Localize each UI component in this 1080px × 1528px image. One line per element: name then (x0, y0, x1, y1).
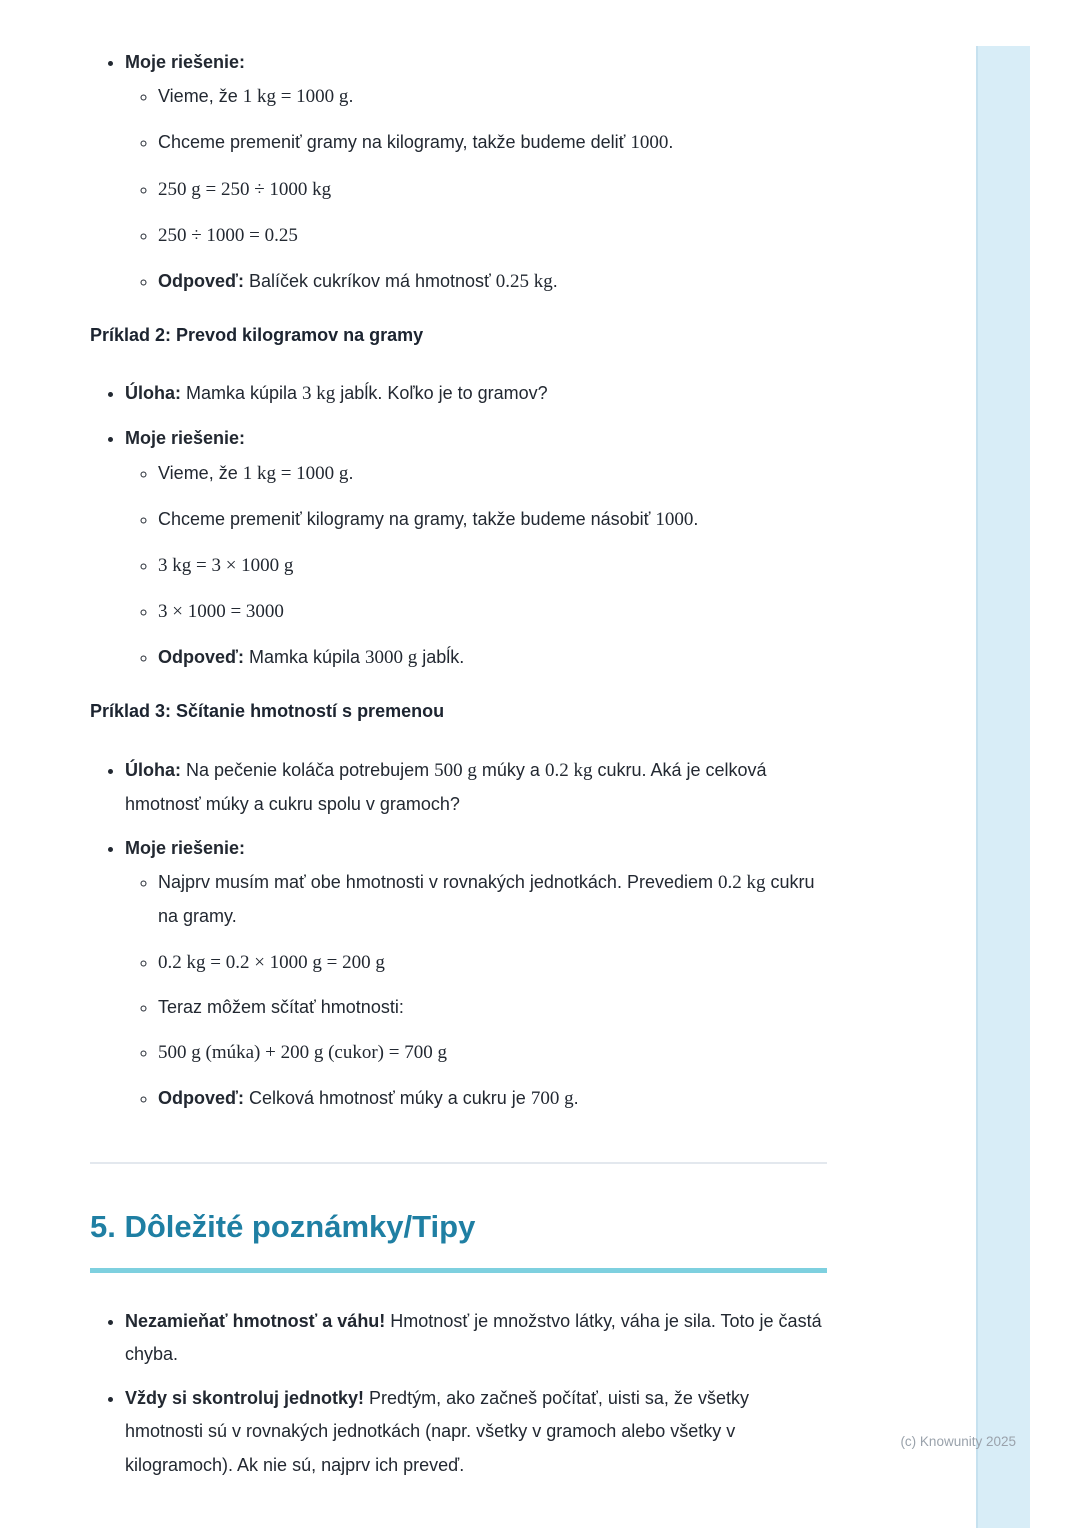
content-area (90, 46, 827, 1493)
list-item (125, 1305, 827, 1372)
sub-list (125, 79, 827, 299)
math-segment: 250 ÷ 1000 = 0.25 (158, 224, 298, 246)
example-3-heading: Príklad 3: Sčítanie hmotností s premenou (90, 701, 445, 722)
list-item (158, 1081, 827, 1116)
example-2-heading: Príklad 2: Prevod kilogramov na gramy (90, 325, 424, 345)
math-segment: 0.2 kg (718, 872, 766, 894)
tips-list (90, 1305, 827, 1482)
math-segment: 3 kg = 3 × 1000 g (158, 554, 294, 576)
text-segment: . (348, 462, 354, 483)
math-segment: 1 kg = 1000 g (242, 86, 349, 108)
text-segment: cukru. Aká je celková hmotnosť múky a cukru spolu v gramoch? (125, 759, 767, 814)
text-segment: Celková hmotnosť múky a cukru je (243, 1088, 531, 1109)
math-segment: 1000 (655, 508, 694, 530)
text-segment: Mamka kúpila (243, 647, 365, 668)
text-segment: . (348, 86, 354, 107)
right-accent-strip (976, 46, 1030, 1528)
bold-label: Moje riešenie: (125, 52, 246, 72)
section-5-title: 5. Dôležité poznámky/Tipy (90, 1209, 476, 1245)
text-segment: . (552, 270, 558, 291)
math-segment: 0.2 kg (544, 759, 593, 781)
text-segment: Predtým, ako začneš počítať, uisti sa, že všetky hmotnosti sú v rovnakých jednotkách (napr. všetky v gramoch alebo všetky v kilogramoch). Ak nie sú, najprv ich preveď. (125, 1388, 749, 1475)
list-item (158, 991, 827, 1024)
list-item (158, 945, 827, 980)
bold-label: Moje riešenie: (125, 428, 246, 449)
list-item (158, 865, 827, 933)
text-segment: Chceme premeniť gramy na kilogramy, takže budeme deliť (158, 132, 631, 153)
math-segment: 3 kg (302, 383, 336, 405)
text-segment: . (693, 508, 699, 529)
bold-label: Vždy si skontroluj jednotky! (125, 1388, 365, 1409)
list-item (125, 422, 827, 675)
bold-label: Úloha: (125, 759, 181, 780)
list-item (158, 125, 827, 160)
list-item (158, 456, 827, 491)
math-segment: 1000 (630, 132, 669, 154)
bold-label: Odpoveď: (158, 270, 244, 291)
list-item (158, 1035, 827, 1070)
bold-label: Odpoveď: (158, 1088, 244, 1109)
text-segment: Vieme, že (158, 462, 243, 483)
text-segment: Balíček cukríkov má hmotnosť (243, 270, 496, 291)
text-segment: . (668, 132, 674, 153)
text-segment: múky a (476, 759, 545, 780)
list-item (158, 79, 827, 114)
section-divider (90, 1162, 827, 1164)
list-item (125, 1382, 827, 1482)
text-segment: Chceme premeniť kilogramy na gramy, takže budeme násobiť (158, 508, 656, 529)
bold-label: Nezamieňať hmotnosť a váhu! (125, 1310, 386, 1331)
list-item (158, 172, 827, 207)
text-segment: Mamka kúpila (181, 383, 303, 404)
list-item (158, 640, 827, 675)
text-segment: jabĺk. (417, 647, 465, 668)
math-segment: 3 × 1000 = 3000 (158, 601, 284, 623)
math-segment: 250 g = 250 ÷ 1000 kg (158, 178, 332, 200)
text-segment: cukru na gramy. (158, 872, 815, 927)
text-segment: Na pečenie koláča potrebujem (181, 759, 435, 780)
text-segment: Teraz môžem sčítať hmotnosti: (158, 996, 404, 1017)
list-item (158, 548, 827, 583)
list-item (158, 502, 827, 537)
text-segment: Hmotnosť je množstvo látky, váha je sila. Toto je častá chyba. (125, 1310, 822, 1364)
text-segment: jabĺk. Koľko je to gramov? (335, 383, 548, 404)
example-3-list (90, 753, 827, 1117)
list-item (158, 264, 827, 299)
sub-list (125, 865, 827, 1116)
bold-label: Odpoveď: (158, 647, 244, 668)
list-item (158, 594, 827, 629)
sub-list (125, 456, 827, 676)
list-item (125, 832, 827, 1116)
list-item (125, 46, 827, 299)
text-segment: . (573, 1088, 579, 1109)
math-segment: 0.2 kg = 0.2 × 1000 g = 200 g (158, 951, 385, 973)
text-segment: Najprv musím mať obe hmotnosti v rovnakých jednotkách. Prevediem (158, 872, 718, 893)
math-segment: 500 g (múka) + 200 g (cukor) = 700 g (158, 1042, 447, 1064)
list-item (125, 376, 827, 411)
math-segment: 1 kg = 1000 g (242, 462, 349, 484)
solution-list-example-1 (90, 46, 827, 299)
list-item (158, 218, 827, 253)
title-underline (90, 1268, 827, 1273)
text-segment: Vieme, že (158, 86, 243, 107)
math-segment: 700 g (530, 1088, 574, 1110)
math-segment: 500 g (434, 759, 477, 781)
list-item (125, 753, 827, 821)
math-segment: 3000 g (365, 647, 418, 669)
math-segment: 0.25 kg (495, 270, 553, 292)
bold-label: Úloha: (125, 383, 181, 404)
copyright-notice: (c) Knowunity 2025 (900, 1434, 1016, 1449)
bold-label: Moje riešenie: (125, 837, 246, 858)
example-2-list (90, 376, 827, 675)
